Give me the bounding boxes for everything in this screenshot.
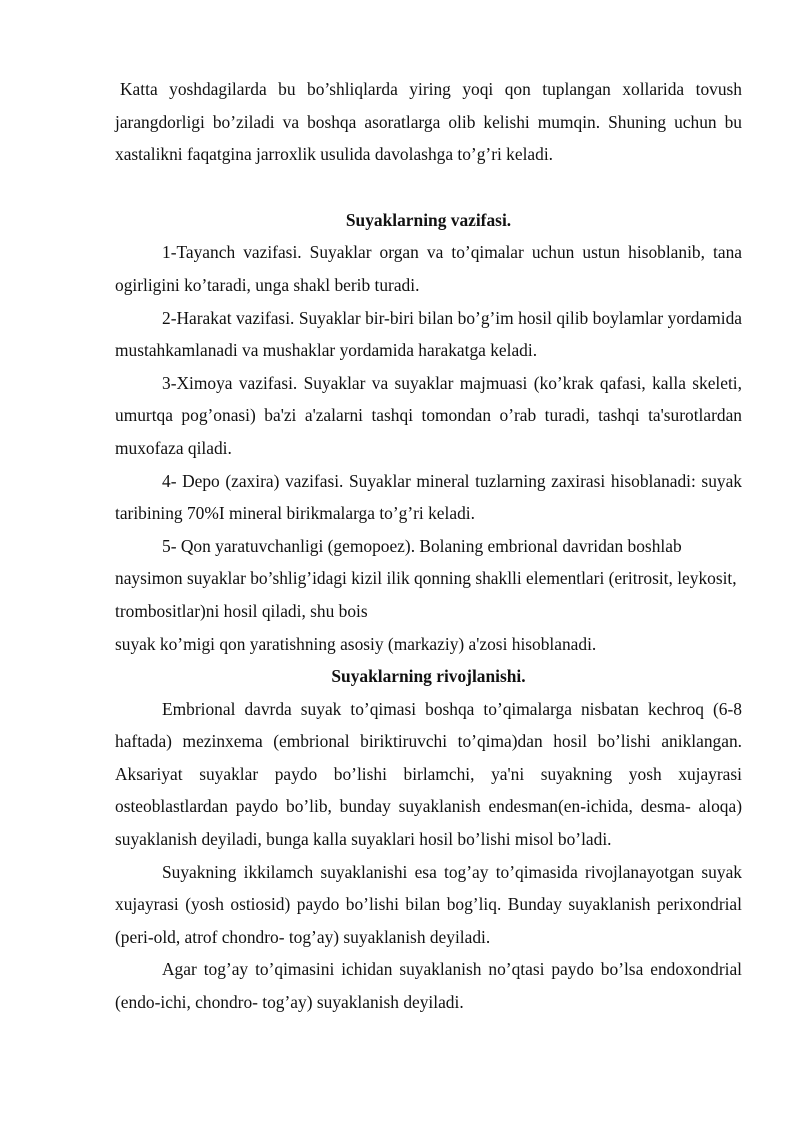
section-title-development: Suyaklarning rivojlanishi. [331,666,526,687]
spacer [115,171,742,204]
function-item-4: 4- Depo (zaxira) vazifasi. Suyaklar mineral tuzlarning zaxirasi hisoblanadi: suyak taribining 70%I mineral birikmalarga to’g’ri keladi. [115,470,742,524]
function-item-3: 3-Ximoya vazifasi. Suyaklar va suyaklar majmuasi (ko’krak qafasi, kalla skeleti, umurtqa pog’onasi) ba'zi a'zalarni tashqi tomondan o’rab turadi, tashqi ta'surotlardan muxofaza qiladi. [115,372,742,458]
development-paragraph-3: Agar tog’ay to’qimasini ichidan suyaklanish no’qtasi paydo bo’lsa endoxondrial (endo-ichi, chondro- tog’ay) suyaklanish deyiladi. [115,959,742,1013]
intro-paragraph: Katta yoshdagilarda bu bo’shliqlarda yiring yoqi qon tuplangan xollarida tovush jarangdorligi bo’ziladi va boshqa asoratlarga olib kelishi mumqin. Shuning uchun bu xastalikni faqatgina jarroxlik usulida davolashga to’g’ri keladi. [115,79,742,165]
function-item-1: 1-Tayanch vazifasi. Suyaklar organ va to’qimalar uchun ustun hisoblanib, tana ogirligini ko’taradi, unga shakl berib turadi. [115,242,742,295]
section-title-functions: Suyaklarning vazifasi. [345,209,512,230]
document-page [115,73,742,1019]
function-item-5-continuation: suyak ko’migi qon yaratishning asosiy (markaziy) a'zosi hisoblanadi. [115,633,597,654]
development-paragraph-1: Embrional davrda suyak to’qimasi boshqa to’qimalarga nisbatan kechroq (6-8 haftada) mezinxema (embrional biriktiruvchi to’qima)dan hosil bo’lishi aniklangan. Aksariyat suyaklar paydo bo’lishi birlamchi, ya'ni suyakning yosh xujayrasi osteoblastlardan paydo bo’lib, bunday suyaklanish endesman(en-ichida, desma- aloqa) suyaklanish deyiladi, bunga kalla suyaklari hosil bo’lishi misol bo’ladi. [115,698,742,850]
function-item-2: 2-Harakat vazifasi. Suyaklar bir-biri bilan bo’g’im hosil qilib boylamlar yordamida mustahkamlanadi va mushaklar yordamida harakatga keladi. [115,307,742,361]
function-item-5: 5- Qon yaratuvchanligi (gemopoez). Bolaning embrional davridan boshlab naysimon suyaklar bo’shlig’idagi kizil ilik qonning shaklli elementlari (eritrosit, leykosit, trombositlar)ni hosil qiladi, shu bois [115,535,737,621]
development-paragraph-2: Suyakning ikkilamch suyaklanishi esa tog’ay to’qimasida rivojlanayotgan suyak xujayrasi (yosh ostiosid) paydo bo’lishi bilan bog’liq. Bunday suyaklanish perixondrial (peri-old, atrof chondro- tog’ay) suyaklanish deyiladi. [115,861,742,947]
